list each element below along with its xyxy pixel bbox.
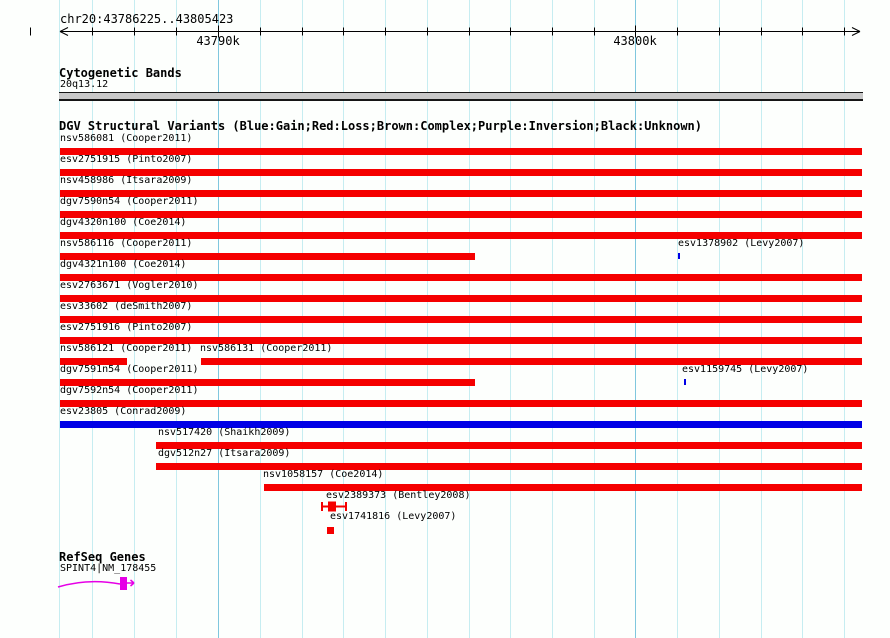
variant-label: esv2389373 (Bentley2008) [326,490,471,501]
variant-point-tick[interactable] [684,379,686,385]
cytoband-bar[interactable] [59,92,863,101]
gene-glyph[interactable] [55,574,145,592]
variant-label: esv1159745 (Levy2007) [682,364,809,375]
variant-label: dgv7590n54 (Cooper2011) [60,196,199,207]
variant-label: esv1741816 (Levy2007) [330,511,457,522]
dgv-track-title: DGV Structural Variants (Blue:Gain;Red:Loss;Brown:Complex;Purple:Inversion;Black:Unknown) [59,119,702,133]
ruler-tick-label-43790k: 43790k [196,34,240,48]
variant-label: nsv586121 (Cooper2011) [60,343,193,354]
region-label: chr20:43786225..43805423 [60,12,234,26]
variant-bar[interactable] [156,463,862,470]
variant-label: esv1378902 (Levy2007) [678,238,805,249]
gene-name: SPINT4|NM_178455 [60,563,157,574]
variant-label: dgv4321n100 (Coe2014) [60,259,187,270]
variant-label: esv2751915 (Pinto2007) [60,154,193,165]
variant-label: nsv586081 (Cooper2011) [60,133,193,144]
variant-label: nsv517420 (Shaikh2009) [158,427,291,438]
variant-label: esv2751916 (Pinto2007) [60,322,193,333]
variant-label: dgv7591n54 (Cooper2011) [60,364,199,375]
variant-small-box[interactable] [327,527,334,534]
variant-label: nsv458986 (Itsara2009) [60,175,193,186]
cytobands-track-title: Cytogenetic Bands [59,66,182,80]
variant-label: nsv586131 (Cooper2011) [200,343,333,354]
variant-label: esv33602 (deSmith2007) [60,301,193,312]
variant-label: esv23805 (Conrad2009) [60,406,187,417]
ruler-tick-label-43800k: 43800k [613,34,657,48]
variant-point-tick[interactable] [678,253,680,259]
variant-label: esv2763671 (Vogler2010) [60,280,199,291]
variant-label: dgv7592n54 (Cooper2011) [60,385,199,396]
variant-label: dgv4320n100 (Coe2014) [60,217,187,228]
variant-label: dgv512n27 (Itsara2009) [158,448,291,459]
variant-label: nsv586116 (Cooper2011) [60,238,193,249]
cytoband-name: 20q13.12 [60,79,109,90]
variant-label: nsv1058157 (Coe2014) [263,469,384,480]
refseq-track-title: RefSeq Genes [59,550,146,564]
